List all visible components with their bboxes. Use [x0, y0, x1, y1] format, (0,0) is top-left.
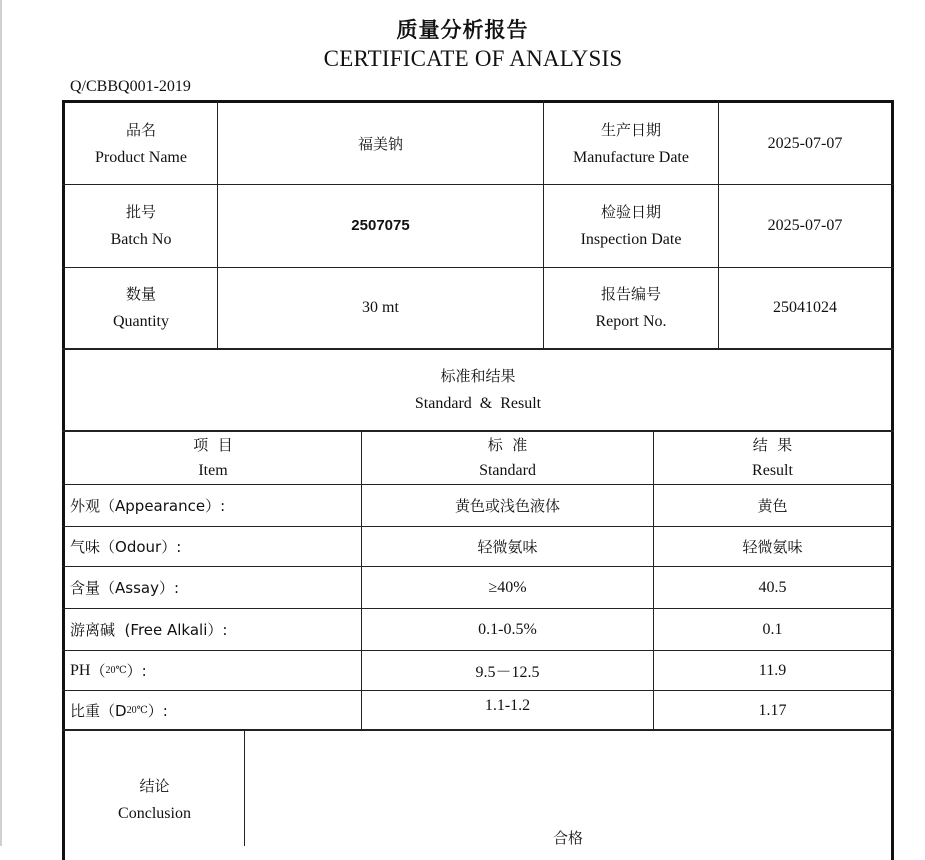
standard-value: 1.1-1.2: [484, 697, 531, 714]
inspection-date-label: [544, 185, 718, 267]
item-cn: 含量: [70, 579, 101, 597]
table-row-appearance: [70, 485, 225, 526]
result-value: 40.5: [758, 578, 787, 596]
manufacture-date-value: [719, 103, 891, 184]
label-en: Conclusion: [118, 805, 191, 822]
label-en: Batch No: [110, 231, 172, 248]
label-cn: 报告编号: [600, 285, 661, 303]
result-value: 黄色: [757, 497, 788, 515]
section-title-cn: 标准和结果: [440, 367, 516, 385]
inspection-date-value: [719, 185, 891, 267]
item-cn: 气味: [70, 538, 101, 556]
header-en: Item: [198, 462, 228, 479]
label-cn: 生产日期: [600, 120, 661, 139]
conclusion-label: [65, 760, 244, 840]
value-text: 2025-07-07: [767, 134, 843, 152]
standard-value: 0.1-0.5%: [478, 620, 537, 638]
column-header-result: [654, 432, 891, 484]
item-cn: 外观: [70, 497, 101, 515]
quantity-label: [65, 268, 217, 348]
item-suffix: ）:: [126, 662, 147, 680]
report-no-label: [544, 268, 718, 348]
result-value: 11.9: [758, 661, 787, 679]
table-row-assay: [70, 567, 179, 608]
item-suffix: ）:: [147, 701, 168, 720]
item-subscript: 20℃: [105, 665, 127, 676]
document-code: Q/CBBQ001-2019: [70, 78, 191, 95]
label-en: Report No.: [595, 313, 667, 330]
header-cn: 结 果: [752, 436, 793, 454]
value-text: 25041024: [773, 299, 837, 316]
title-english: CERTIFICATE OF ANALYSIS: [323, 46, 623, 71]
product-name-value: [218, 103, 543, 184]
item-en: （Odour）:: [100, 538, 182, 556]
standard-value: 黄色或浅色液体: [454, 497, 560, 515]
table-row-ph: [70, 651, 147, 690]
label-en: Inspection Date: [580, 231, 682, 248]
section-title-en: Standard & Result: [414, 395, 542, 412]
label-cn: 结论: [139, 777, 170, 795]
header-en: Standard: [479, 462, 536, 479]
value-text: 福美钠: [357, 134, 403, 153]
label-cn: 数量: [125, 285, 156, 303]
quantity-value: [218, 268, 543, 348]
standard-value: ≥40%: [488, 578, 527, 596]
result-value: 1.17: [758, 702, 787, 719]
report-no-value: [719, 268, 891, 348]
label-en: Manufacture Date: [573, 148, 689, 166]
item-cn: PH: [70, 661, 91, 679]
value-text: 30 mt: [362, 299, 399, 316]
standard-value: 9.5－12.5: [475, 664, 540, 681]
item-cn: 比重: [70, 701, 101, 720]
header-cn: 项 目: [193, 436, 233, 454]
conclusion-value: 合格: [552, 828, 583, 847]
batch-no-label: [65, 185, 217, 267]
column-header-standard: [362, 432, 653, 484]
item-en: (Free Alkali）:: [115, 621, 228, 639]
table-row-free-alkali: [70, 609, 227, 650]
item-en: （Assay）:: [100, 579, 180, 597]
result-value: 轻微氨味: [742, 538, 803, 556]
label-en: Quantity: [113, 313, 169, 330]
standard-value: 轻微氨味: [477, 538, 538, 556]
table-row-odour: [70, 527, 181, 566]
label-cn: 品名: [125, 120, 156, 139]
label-cn: 检验日期: [600, 203, 661, 221]
section-title: [65, 350, 891, 430]
item-en: （D: [100, 701, 127, 720]
table-row-specific-gravity: [70, 691, 168, 729]
column-header-item: [65, 432, 361, 484]
item-en: （Appearance）:: [100, 497, 226, 515]
header-en: Result: [752, 462, 793, 479]
batch-no-value: [218, 185, 543, 267]
label-cn: 批号: [125, 203, 156, 221]
item-en: （: [90, 662, 106, 680]
label-en: Product Name: [95, 148, 187, 166]
manufacture-date-label: [544, 103, 718, 184]
item-subscript: 20℃: [126, 704, 148, 716]
page-edge: [0, 0, 2, 846]
item-cn: 游离碱: [70, 621, 116, 639]
value-text: 2507075: [351, 217, 410, 234]
result-value: 0.1: [762, 620, 783, 638]
title-chinese: 质量分析报告: [396, 18, 529, 42]
value-text: 2025-07-07: [767, 217, 843, 234]
header-cn: 标 准: [487, 436, 528, 454]
product-name-label: [65, 103, 217, 184]
